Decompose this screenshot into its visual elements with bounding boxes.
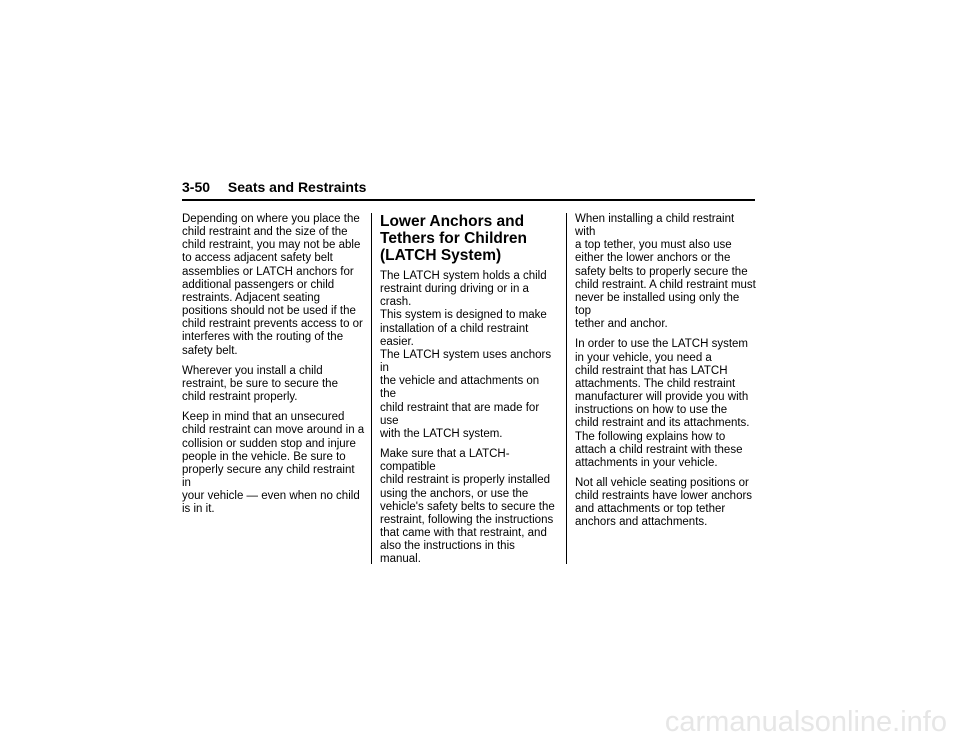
paragraph: Wherever you install a child restraint, be sure to secure the child restraint properly. [182, 364, 338, 404]
section-title: Seats and Restraints [227, 179, 367, 195]
page-header [182, 179, 755, 201]
text-column-2 [380, 213, 558, 573]
paragraph: Not all vehicle seating positions or child restraints have lower anchors and attachments or top tether anchors and attachments. [575, 476, 753, 529]
column-divider [371, 213, 372, 564]
paragraph: The LATCH system holds a child restraint during driving or in a crash. This system is designed to make installation of a child restraint easier. The LATCH system uses anchors in the vehicle and attachments on the child restraint that are made for use with the LATCH system. [380, 270, 552, 440]
paragraph: Keep in mind that an unsecured child restraint can move around in a collision or sudden stop and injure people in the vehicle. Be sure to properly secure any child restraint in your vehicle — even when no child is in it. [182, 411, 365, 516]
paragraph: Make sure that a LATCH-compatible child restraint is properly installed using the anchors, or use the vehicle's safety belts to secure the restraint, following the instructions that came with that restraint, and also the instructions in this manual. [380, 448, 555, 566]
paragraph: When installing a child restraint with a top tether, you must also use either the lower anchors or the safety belts to properly secure the child restraint. A child restraint must never be installed using only the top tether and anchor. [575, 213, 756, 331]
page-number: 3-50 [182, 179, 211, 195]
column-divider [566, 213, 567, 564]
paragraph: Depending on where you place the child restraint and the size of the child restraint, you may not be able to access adjacent safety belt assemblies or LATCH anchors for additional passengers or child restraints. Adjacent seating positions should not be used if the child restraint prevents access to or interferes with the routing of the safety belt. [182, 213, 363, 357]
paragraph: In order to use the LATCH system in your vehicle, you need a child restraint that has LATCH attachments. The child restraint manufacturer will provide you with instructions on how to use the child restraint and its attachments. The following explains how to attach a child restraint with these attachments in your vehicle. [575, 338, 750, 469]
text-column-3 [575, 213, 757, 537]
text-column-1 [182, 213, 366, 523]
latch-section-heading: Lower Anchors and Tethers for Children (LATCH System) [380, 213, 527, 264]
watermark: carmanualsonline.info [664, 706, 947, 738]
